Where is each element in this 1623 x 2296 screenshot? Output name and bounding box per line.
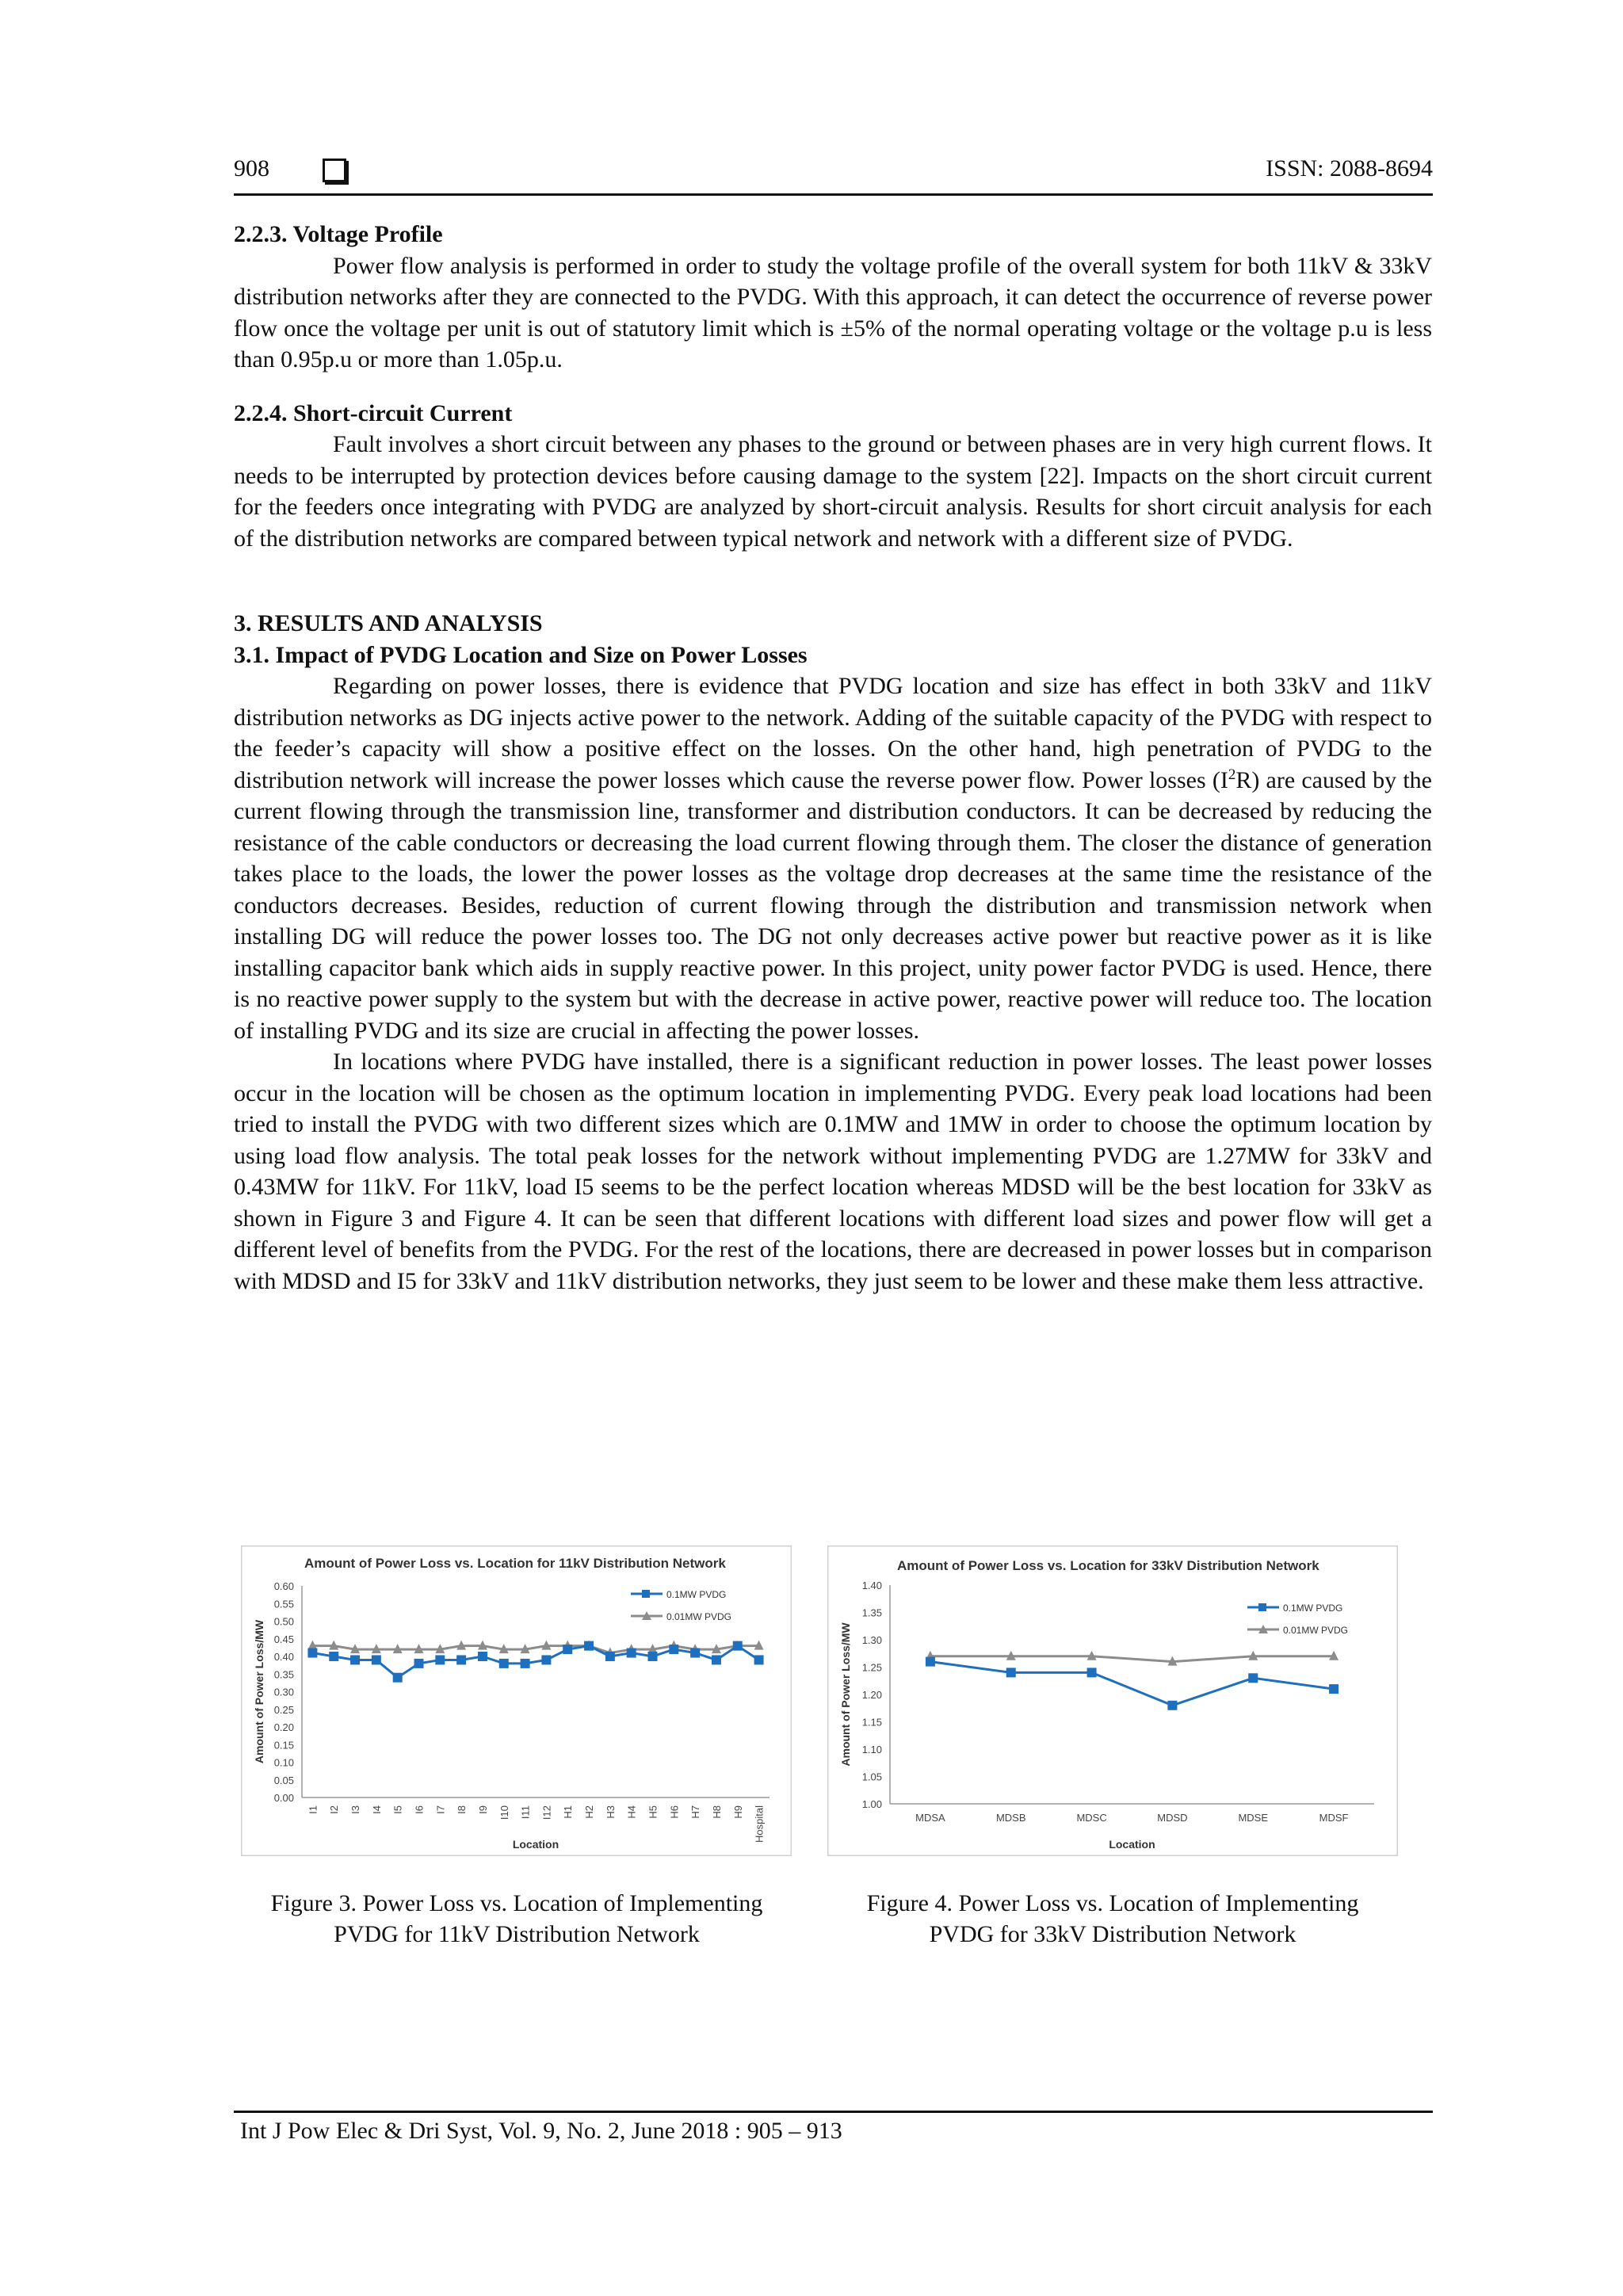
x-tick-label: I12 xyxy=(540,1805,553,1820)
page-header xyxy=(234,155,1433,196)
issn: ISSN: 2088-8694 xyxy=(1266,155,1433,181)
data-point-0-1mw xyxy=(563,1645,572,1654)
data-point-0-1mw xyxy=(329,1652,338,1661)
section-heading-voltage-profile: 2.2.3. Voltage Profile xyxy=(234,221,443,247)
x-tick-label: H3 xyxy=(604,1805,617,1819)
subsection-heading-impact: 3.1. Impact of PVDG Location and Size on Power Losses xyxy=(234,641,808,668)
data-point-0-1mw xyxy=(584,1641,594,1651)
legend-label: 0.01MW PVDG xyxy=(1283,1625,1349,1636)
y-tick-label: 0.50 xyxy=(273,1615,294,1628)
x-tick-label: I4 xyxy=(370,1805,383,1814)
x-tick-label: MDSF xyxy=(1319,1812,1349,1824)
paragraph-locations: In locations where PVDG have installed, there is a significant reduction in power losses. The least power losses occur in the location will be chosen as the optimum location in implementing PVDG. Every peak load locations had been tried to install the PVDG with two different sizes which are 0.1MW and 1MW in order to choose the optimum location by using load flow analysis. The total peak losses for the network without implementing PVDG are 1.27MW for 33kV and 0.43MW for 11kV. For 11kV, load I5 seems to be the perfect location whereas MDSD will be the best location for 33kV as shown in Figure 3 and Figure 4. It can be seen that different locations with different load sizes and power flow will get a different level of benefits from the PVDG. For the rest of the locations, there are decreased in power losses but in comparison with MDSD and I5 for 33kV and 11kV distribution networks, they just seem to be lower and these make them less attractive. xyxy=(234,1049,1432,1294)
y-tick-label: 1.20 xyxy=(861,1689,882,1701)
data-point-0-1mw xyxy=(521,1659,530,1668)
x-axis-label: Location xyxy=(1109,1838,1155,1851)
x-tick-label: MDSB xyxy=(995,1812,1026,1824)
legend-marker xyxy=(1258,1603,1266,1611)
data-point-0-1mw xyxy=(712,1655,721,1664)
chart-title: Amount of Power Loss vs. Location for 33kV Distribution Network xyxy=(897,1558,1319,1573)
data-point-0-1mw xyxy=(414,1659,424,1668)
y-tick-label: 0.35 xyxy=(273,1668,294,1681)
y-tick-label: 0.10 xyxy=(273,1756,294,1769)
x-axis-label: Location xyxy=(512,1838,559,1851)
section-heading-short-circuit: 2.2.4. Short-circuit Current xyxy=(234,399,513,426)
x-tick-label: I5 xyxy=(391,1805,404,1814)
y-tick-label: 1.10 xyxy=(861,1744,882,1755)
x-tick-label: H5 xyxy=(647,1805,659,1819)
x-tick-label: Hospital xyxy=(753,1805,766,1843)
x-tick-label: MDSA xyxy=(915,1812,945,1824)
data-point-0-1mw xyxy=(926,1657,935,1667)
y-tick-label: 0.25 xyxy=(273,1703,294,1716)
y-tick-label: 0.60 xyxy=(273,1580,294,1592)
data-point-0-1mw xyxy=(1329,1684,1338,1694)
y-tick-label: 0.30 xyxy=(273,1686,294,1698)
x-tick-label: H2 xyxy=(583,1805,596,1819)
x-tick-label: H6 xyxy=(668,1805,681,1819)
data-point-0-1mw xyxy=(733,1641,743,1651)
data-point-0-1mw xyxy=(350,1655,360,1664)
legend-label: 0.1MW PVDG xyxy=(1283,1603,1343,1614)
legend-label: 0.1MW PVDG xyxy=(666,1589,727,1600)
x-tick-label: I6 xyxy=(413,1805,426,1814)
y-tick-label: 1.25 xyxy=(861,1661,882,1674)
x-tick-label: I11 xyxy=(519,1805,532,1820)
figure-3 xyxy=(241,1545,792,1856)
y-tick-label: 0.05 xyxy=(273,1774,294,1786)
figure-3-caption-line1: Figure 3. Power Loss vs. Location of Implementing xyxy=(270,1890,763,1916)
y-tick-label: 0.00 xyxy=(273,1792,294,1804)
chart-title: Amount of Power Loss vs. Location for 11kV Distribution Network xyxy=(304,1556,726,1571)
x-tick-label: I10 xyxy=(498,1805,510,1820)
y-axis-label: Amount of Power Loss/MW xyxy=(253,1619,265,1764)
section-heading-results: 3. RESULTS AND ANALYSIS xyxy=(234,610,543,636)
data-point-0-1mw xyxy=(1167,1701,1177,1710)
x-tick-label: I3 xyxy=(349,1805,362,1814)
data-point-0-1mw xyxy=(690,1648,700,1658)
legend-label: 0.01MW PVDG xyxy=(666,1611,732,1622)
x-tick-label: H8 xyxy=(710,1805,723,1819)
data-point-0-1mw xyxy=(1248,1673,1258,1683)
checkbox-icon xyxy=(323,159,346,182)
x-tick-label: H7 xyxy=(689,1805,702,1819)
data-point-0-1mw xyxy=(1006,1668,1016,1677)
y-tick-label: 0.45 xyxy=(273,1633,294,1645)
y-tick-label: 0.20 xyxy=(273,1721,294,1733)
page-number: 908 xyxy=(234,155,269,181)
y-tick-label: 1.15 xyxy=(861,1716,882,1729)
superscript: 2 xyxy=(1228,766,1236,783)
data-point-0-1mw xyxy=(478,1652,487,1661)
figure-4 xyxy=(827,1545,1398,1856)
data-point-0-1mw xyxy=(307,1648,317,1658)
figure-4-caption xyxy=(827,1888,1398,1950)
footer-citation: Int J Pow Elec & Dri Syst, Vol. 9, No. 2, June 2018 : 905 – 913 xyxy=(240,2118,842,2144)
chart-11kv xyxy=(241,1545,792,1856)
x-tick-label: MDSE xyxy=(1238,1812,1269,1824)
x-tick-label: I7 xyxy=(434,1805,447,1814)
y-tick-label: 0.40 xyxy=(273,1651,294,1663)
body-text xyxy=(234,219,1432,1297)
paragraph-short-circuit: Fault involves a short circuit between any phases to the ground or between phases are in very high current flows. It needs to be interrupted by protection devices before causing damage to the system [22]. Impacts on the short circuit current for the feeders once integrating with PVDG are analyzed by short-circuit analysis. Results for short circuit analysis for each of the distribution networks are compared between typical network and network with a different size of PVDG. xyxy=(234,431,1432,552)
y-tick-label: 1.00 xyxy=(861,1798,882,1810)
figure-3-caption xyxy=(231,1888,802,1950)
data-point-0-1mw xyxy=(541,1655,551,1664)
x-tick-label: MDSD xyxy=(1157,1812,1188,1824)
data-point-0-1mw xyxy=(456,1655,466,1664)
data-point-0-1mw xyxy=(435,1655,445,1664)
x-tick-label: I9 xyxy=(476,1805,489,1814)
figure-4-caption-line2: PVDG for 33kV Distribution Network xyxy=(929,1921,1296,1947)
data-point-0-1mw xyxy=(499,1659,509,1668)
data-point-0-1mw xyxy=(669,1645,678,1654)
y-tick-label: 0.15 xyxy=(273,1739,294,1752)
x-tick-label: I8 xyxy=(456,1805,468,1814)
chart-33kv xyxy=(827,1545,1398,1856)
x-tick-label: MDSC xyxy=(1076,1812,1107,1824)
x-tick-label: H9 xyxy=(731,1805,744,1819)
legend-marker xyxy=(642,1590,650,1598)
figure-3-caption-line2: PVDG for 11kV Distribution Network xyxy=(334,1921,700,1947)
paragraph-power-losses-part2: R) are caused by the current flowing through the transmission line, transformer and distribution conductors. It can be decreased by reducing the resistance of the cable conductors or decreasing the load current flowing through them. The closer the distance of generation takes place to the loads, the lower the power losses as the voltage drop decreases at the same time the resistance of the conductors decreases. Besides, reduction of current flowing through the distribution and transmission network when installing DG will reduce the power losses too. The DG not only decreases active power but reactive power as it is like installing capacitor bank which aids in supply reactive power. In this project, unity power factor PVDG is used. Hence, there is no reactive power supply to the system but with the decrease in active power, reactive power will reduce too. The location of installing PVDG and its size are crucial in affecting the power losses. xyxy=(234,766,1432,1044)
data-point-0-1mw xyxy=(627,1648,636,1658)
y-axis-label: Amount of Power Loss/MW xyxy=(839,1622,852,1767)
data-point-0-1mw xyxy=(372,1655,381,1664)
y-tick-label: 1.30 xyxy=(861,1634,882,1646)
x-tick-label: I1 xyxy=(307,1805,319,1814)
x-tick-label: I2 xyxy=(328,1805,341,1814)
page-footer xyxy=(234,2111,1433,2145)
y-tick-label: 1.35 xyxy=(861,1606,882,1619)
figure-4-caption-line1: Figure 4. Power Loss vs. Location of Implementing xyxy=(866,1890,1359,1916)
y-tick-label: 1.40 xyxy=(861,1580,882,1591)
x-tick-label: H4 xyxy=(625,1805,638,1819)
data-point-0-1mw xyxy=(393,1673,403,1683)
x-tick-label: H1 xyxy=(562,1805,575,1819)
paragraph-power-losses xyxy=(234,670,1432,1046)
y-tick-label: 1.05 xyxy=(861,1771,882,1783)
data-point-0-1mw xyxy=(648,1652,658,1661)
data-point-0-1mw xyxy=(754,1655,764,1664)
data-point-0-1mw xyxy=(605,1652,615,1661)
paragraph-power-losses-part1: Regarding on power losses, there is evidence that PVDG location and size has effect in both 33kV and 11kV distribution networks as DG injects active power to the network. Adding of the suitable capacity of the PVDG with respect to the feeder’s capacity will show a positive effect on the losses. On the other hand, high penetration of PVDG to the distribution network will increase the power losses which cause the reverse power flow. Power losses (I xyxy=(234,673,1432,793)
y-tick-label: 0.55 xyxy=(273,1598,294,1610)
chart-frame xyxy=(828,1546,1398,1856)
paragraph-voltage-profile: Power flow analysis is performed in order to study the voltage profile of the overall system for both 11kV & 33kV distribution networks after they are connected to the PVDG. With this approach, it can detect the occurrence of reverse power flow once the voltage per unit is out of statutory limit which is ±5% of the normal operating voltage or the voltage p.u is less than 0.95p.u or more than 1.05p.u. xyxy=(234,252,1432,372)
data-point-0-1mw xyxy=(1087,1668,1097,1677)
